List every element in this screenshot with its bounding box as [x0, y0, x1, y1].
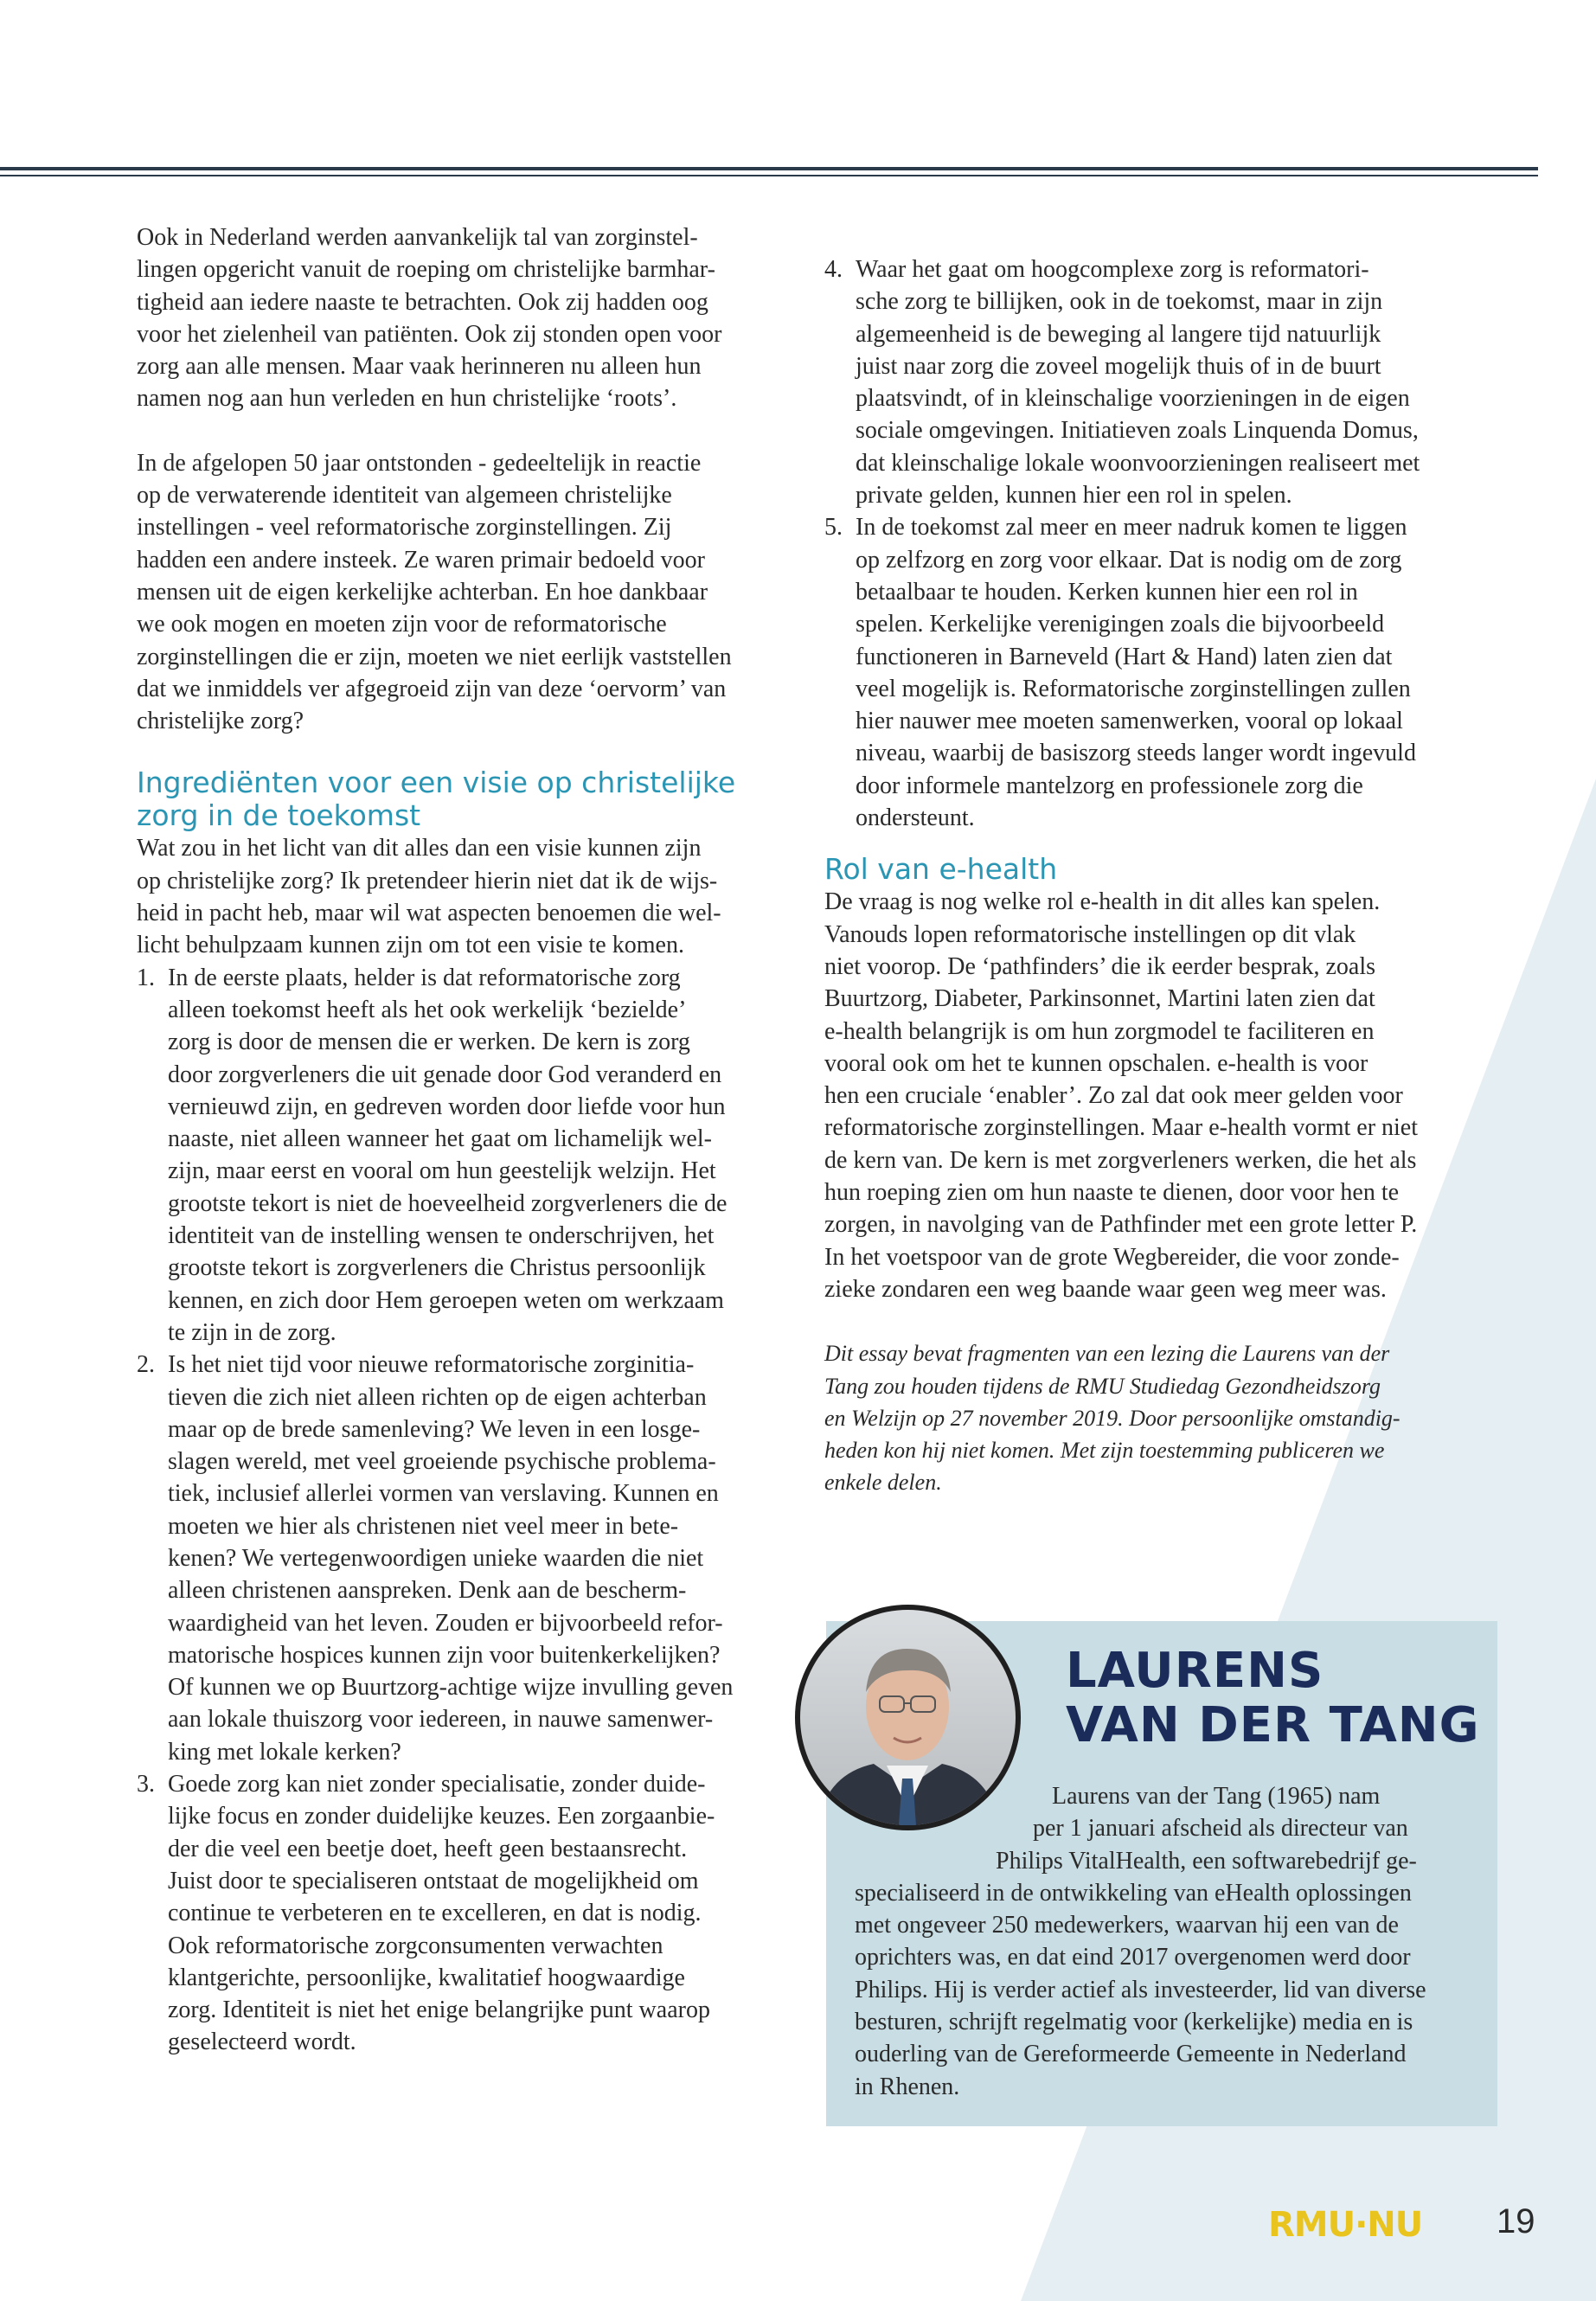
text-line: Philips. Hij is verder actief als investeerder, lid van diverse	[855, 1976, 1426, 2003]
text-line: te zijn in de zorg.	[168, 1318, 337, 1346]
text-line: geselecteerd wordt.	[168, 2029, 356, 2056]
text-line: lijke focus en zonder duidelijke keuzes. Een zorgaanbie-	[168, 1803, 715, 1830]
text-line: kennen, en zich door Hem geroepen weten om werkzaam	[168, 1286, 724, 1314]
list-number: 4.	[824, 256, 843, 283]
text-line: voor het zielenheil van patiënten. Ook zij stonden open voor	[137, 320, 722, 348]
text-line: juist naar zorg die zoveel mogelijk thuis of in de buurt	[856, 352, 1381, 380]
text-line: hen een cruciale ‘enabler’. Zo zal dat ook meer gelden voor	[824, 1082, 1403, 1110]
right-column	[824, 253, 1465, 1499]
text-line: betaalbaar te houden. Kerken kunnen hier een rol in	[856, 578, 1358, 606]
header-rule-thin	[0, 175, 1538, 176]
text-line: grootste tekort is niet de hoeveelheid zorgverleners die de	[168, 1189, 727, 1217]
list-number: 3.	[137, 1771, 155, 1798]
text-line: zorg. Identiteit is niet het enige belangrijke punt waarop	[168, 1997, 710, 2024]
text-line: identiteit van de instelling wensen te onderschrijven, het	[168, 1222, 715, 1250]
text-line: hun roeping zien om hun naaste te dienen, door voor hen te	[824, 1179, 1400, 1207]
text-line: instellingen - veel reformatorische zorginstellingen. Zij	[137, 514, 672, 542]
list-item-2	[137, 1349, 777, 1768]
text-line: op zelfzorg en zorg voor elkaar. Dat is nodig om de zorg	[856, 546, 1402, 574]
text-line: e-health belangrijk is om hun zorgmodel te faciliteren en	[824, 1017, 1375, 1045]
text-line: moeten we hier als christenen niet veel meer in bete-	[168, 1512, 679, 1540]
section-heading-ingredienten	[137, 766, 777, 832]
text-line: op de verwaterende identiteit van algemeen christelijke	[137, 482, 672, 510]
section-heading-ehealth: Rol van e-health	[824, 852, 1058, 887]
list-item-1	[137, 962, 777, 1349]
text-line: Vanouds lopen reformatorische instellingen op dit vlak	[824, 920, 1356, 948]
rmu-logo: RMU·NU	[1268, 2205, 1423, 2245]
essay-note	[824, 1337, 1465, 1498]
text-line: oprichters was, en dat eind 2017 overgenomen werd door	[855, 1944, 1411, 1971]
name-line: LAURENS	[1066, 1643, 1324, 1699]
text-line: niet voorop. De ‘pathfinders’ die ik eerder besprak, zoals	[824, 952, 1376, 980]
paragraph-intro	[137, 221, 777, 415]
text-line: namen nog aan hun verleden en hun christelijke ‘roots’.	[137, 385, 677, 413]
text-line: mensen uit de eigen kerkelijke achterban. En hoe dankbaar	[137, 578, 708, 606]
text-line: spelen. Kerkelijke verenigingen zoals die bijvoorbeeld	[856, 611, 1385, 638]
text-line: heid in pacht heb, maar wil wat aspecten benoemen die wel-	[137, 900, 721, 927]
text-line: Philips VitalHealth, een softwarebedrijf ge-	[996, 1847, 1417, 1875]
list-number: 5.	[824, 514, 843, 542]
author-name	[1066, 1644, 1480, 1753]
header-rule	[0, 167, 1538, 170]
text-line: niveau, waarbij de basiszorg steeds langer wordt ingevuld	[856, 740, 1416, 767]
text-line: In het voetspoor van de grote Wegbereider, die voor zonde-	[824, 1243, 1400, 1271]
text-line: en Welzijn op 27 november 2019. Door persoonlijke omstandig-	[824, 1405, 1401, 1431]
paragraph-fifty-years	[137, 447, 777, 738]
text-line: tieven die zich niet alleen richten op de eigen achterban	[168, 1383, 707, 1411]
text-line: tigheid aan iedere naaste te betrachten. Ook zij hadden oog	[137, 288, 708, 316]
text-line: continue te verbeteren en te excelleren, en dat is nodig.	[168, 1900, 702, 1927]
text-line: veel mogelijk is. Reformatorische zorginstellingen zullen	[856, 675, 1411, 702]
text-line: klantgerichte, persoonlijke, kwalitatief hoogwaardige	[168, 1964, 685, 1991]
text-line: Wat zou in het licht van dit alles dan een visie kunnen zijn	[137, 835, 702, 862]
text-line: hier nauwer mee moeten samenwerken, vooral op lokaal	[856, 708, 1403, 735]
text-line: lingen opgericht vanuit de roeping om christelijke barmhar-	[137, 256, 715, 284]
text-line: zorg aan alle mensen. Maar vaak herinneren nu alleen hun	[137, 353, 702, 381]
paragraph-ehealth	[824, 886, 1465, 1305]
text-line: door informele mantelzorg en professionele zorg die	[856, 772, 1363, 799]
text-line: zorgen, in navolging van de Pathfinder met een grote letter P.	[824, 1211, 1418, 1239]
text-line: sociale omgevingen. Initiatieven zoals Linquenda Domus,	[856, 417, 1419, 445]
text-line: ondersteunt.	[856, 804, 975, 832]
text-line: Buurtzorg, Diabeter, Parkinsonnet, Martini laten zien dat	[824, 985, 1375, 1013]
paragraph-visie	[137, 832, 777, 961]
text-line: Goede zorg kan niet zonder specialisatie, zonder duide-	[168, 1771, 706, 1798]
text-line: vooral ook om het te kunnen opschalen. e-health is voor	[824, 1049, 1368, 1077]
text-line: In de afgelopen 50 jaar ontstonden - gedeeltelijk in reactie	[137, 449, 702, 477]
text-line: dat we inmiddels ver afgegroeid zijn van deze ‘oervorm’ van	[137, 675, 727, 702]
text-line: tiek, inclusief allerlei vormen van verslaving. Kunnen en	[168, 1480, 719, 1508]
text-line: private gelden, kunnen hier een rol in spelen.	[856, 482, 1292, 510]
text-line: naaste, niet alleen wanneer het gaat om lichamelijk wel-	[168, 1125, 712, 1153]
text-line: op christelijke zorg? Ik pretendeer hierin niet dat ik de wijs-	[137, 867, 718, 894]
page-number: 19	[1497, 2202, 1535, 2240]
text-line: vernieuwd zijn, en gedreven worden door liefde voor hun	[168, 1093, 726, 1120]
list-number: 2.	[137, 1351, 155, 1379]
text-line: ouderling van de Gereformeerde Gemeente in Nederland	[855, 2041, 1407, 2068]
text-line: aan lokale thuiszorg voor iedereen, in nauwe samenwer-	[168, 1706, 714, 1734]
text-line: In de toekomst zal meer en meer nadruk komen te liggen	[856, 514, 1407, 542]
text-line: Is het niet tijd voor nieuwe reformatorische zorginitia-	[168, 1351, 695, 1379]
text-line: reformatorische zorginstellingen. Maar e-health vormt er niet	[824, 1114, 1418, 1142]
text-line: zieke zondaren een weg baande waar geen weg meer was.	[824, 1275, 1387, 1303]
text-line: besturen, schrijft regelmatig voor (kerkelijke) media en is	[855, 2009, 1413, 2036]
author-bio	[855, 1780, 1477, 2103]
text-line: hadden een andere insteek. Ze waren primair bedoeld voor	[137, 546, 705, 574]
text-line: Laurens van der Tang (1965) nam	[1052, 1783, 1381, 1810]
text-line: maar op de brede samenleving? We leven in een losge-	[168, 1415, 701, 1443]
text-line: dat kleinschalige lokale woonvoorzieningen realiseert met	[856, 449, 1420, 477]
text-line: alleen toekomst heeft als het ook werkelijk ‘bezielde’	[168, 996, 687, 1023]
text-line: Dit essay bevat fragmenten van een lezing die Laurens van der	[824, 1341, 1390, 1367]
text-line: zorg is door de mensen die er werken. De kern is zorg	[168, 1029, 690, 1056]
text-line: der die veel een beetje doet, heeft geen bestaansrecht.	[168, 1835, 688, 1862]
text-line: De vraag is nog welke rol e-health in dit alles kan spelen.	[824, 888, 1381, 916]
text-line: Ook reformatorische zorgconsumenten verwachten	[168, 1932, 663, 1959]
text-line: functioneren in Barneveld (Hart & Hand) laten zien dat	[856, 643, 1393, 670]
heading-line: Ingrediënten voor een visie op christelijke	[137, 766, 736, 800]
text-line: Of kunnen we op Buurtzorg-achtige wijze invulling geven	[168, 1674, 734, 1702]
text-line: per 1 januari afscheid als directeur van	[1033, 1815, 1408, 1843]
text-line: Ook in Nederland werden aanvankelijk tal van zorginstel-	[137, 224, 698, 251]
text-line: slagen wereld, met veel groeiende psychische problema-	[168, 1448, 716, 1476]
text-line: waardigheid van het leven. Zouden er bijvoorbeeld refor-	[168, 1609, 723, 1637]
text-line: de kern van. De kern is met zorgverleners werken, die het als	[824, 1146, 1417, 1174]
text-line: enkele delen.	[824, 1470, 942, 1496]
text-line: zijn, maar eerst en vooral om hun geestelijk welzijn. Het	[168, 1157, 716, 1185]
text-line: king met lokale kerken?	[168, 1738, 401, 1766]
text-line: licht behulpzaam kunnen zijn om tot een visie te komen.	[137, 932, 684, 959]
text-line: we ook mogen en moeten zijn voor de reformatorische	[137, 611, 667, 638]
list-item-3	[137, 1768, 777, 2059]
text-line: heden kon hij niet komen. Met zijn toestemming publiceren we	[824, 1438, 1385, 1464]
text-line: matorische hospices kunnen zijn voor buitenkerkelijken?	[168, 1641, 721, 1669]
name-line: VAN DER TANG	[1066, 1697, 1480, 1753]
heading-line: zorg in de toekomst	[137, 798, 421, 833]
text-line: grootste tekort is zorgverleners die Christus persoonlijk	[168, 1254, 706, 1282]
left-column	[137, 221, 777, 2059]
text-line: in Rhenen.	[855, 2073, 960, 2100]
list-number: 1.	[137, 964, 155, 991]
text-line: Tang zou houden tijdens de RMU Studiedag Gezondheidszorg	[824, 1373, 1381, 1399]
text-line: sche zorg te billijken, ook in de toekomst, maar in zijn	[856, 288, 1383, 316]
text-line: alleen christenen aanspreken. Denk aan de bescherm-	[168, 1577, 687, 1605]
text-line: met ongeveer 250 medewerkers, waarvan hij een van de	[855, 1912, 1399, 1939]
text-line: specialiseerd in de ontwikkeling van eHealth oplossingen	[855, 1879, 1412, 1907]
text-line: door zorgverleners die uit genade door God veranderd en	[168, 1061, 722, 1088]
text-line: algemeenheid is de beweging al langere tijd natuurlijk	[856, 320, 1381, 348]
text-line: Waar het gaat om hoogcomplexe zorg is reformatori-	[856, 256, 1369, 283]
text-line: zorginstellingen die er zijn, moeten we niet eerlijk vaststellen	[137, 643, 732, 670]
list-item-4	[824, 253, 1465, 511]
text-line: plaatsvindt, of in kleinschalige voorzieningen in de eigen	[856, 385, 1410, 413]
text-line: christelijke zorg?	[137, 708, 304, 735]
list-item-5	[824, 511, 1465, 834]
text-line: In de eerste plaats, helder is dat reformatorische zorg	[168, 964, 681, 991]
text-line: Juist door te specialiseren ontstaat de mogelijkheid om	[168, 1867, 699, 1894]
text-line: kenen? We vertegenwoordigen unieke waarden die niet	[168, 1544, 704, 1572]
